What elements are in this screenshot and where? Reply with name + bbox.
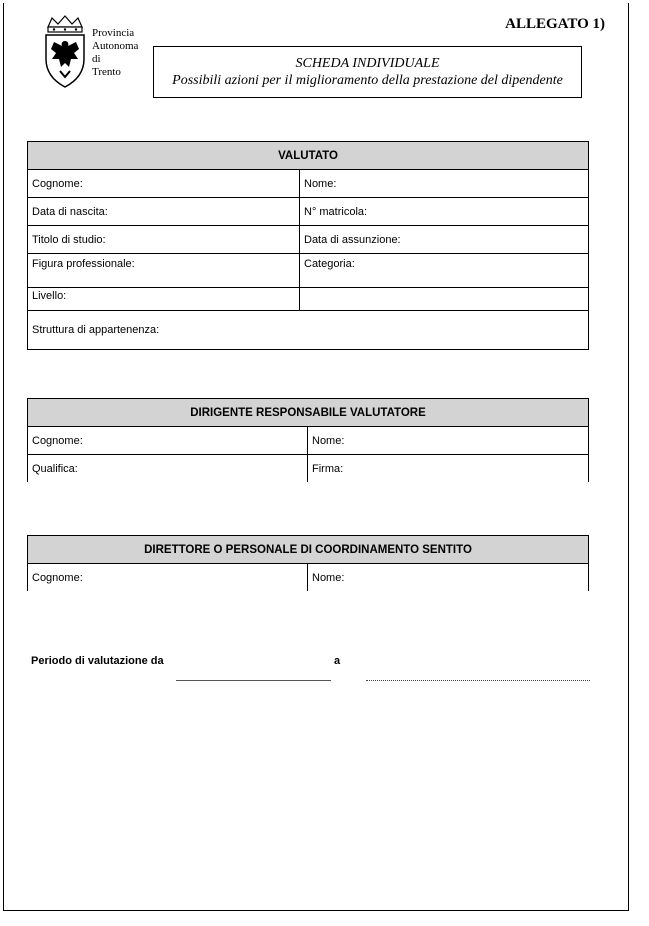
attachment-label: ALLEGATO 1) [505,16,605,32]
struttura-field[interactable]: Struttura di appartenenza: [28,311,589,350]
data-nascita-field[interactable]: Data di nascita: [28,198,300,226]
document-title: SCHEDA INDIVIDUALE [295,56,440,71]
periodo-a-input-line[interactable] [366,680,590,681]
periodo-da-input-line[interactable] [176,680,331,681]
valutato-table [27,141,589,350]
direttore-table [27,535,589,591]
direttore-heading: DIRETTORE O PERSONALE DI COORDINAMENTO SENTITO [28,536,589,564]
livello-field[interactable]: Livello: [28,288,300,311]
data-assunzione-field[interactable]: Data di assunzione: [300,226,589,254]
direttore-cognome-field[interactable]: Cognome: [28,564,308,592]
categoria-field[interactable]: Categoria: [300,254,589,288]
valutato-heading: VALUTATO [28,142,589,170]
empty-cell [300,288,589,311]
valutato-nome-field[interactable]: Nome: [300,170,589,198]
qualifica-field[interactable]: Qualifica: [28,455,308,483]
figura-professionale-field[interactable]: Figura professionale: [28,254,300,288]
dirigente-cognome-field[interactable]: Cognome: [28,427,308,455]
organization-name: Provincia Autonoma di Trento [92,27,139,78]
dirigente-table [27,398,589,482]
title-box [153,46,582,98]
dirigente-nome-field[interactable]: Nome: [308,427,589,455]
periodo-label: Periodo di valutazione da [31,655,164,667]
valutato-cognome-field[interactable]: Cognome: [28,170,300,198]
direttore-nome-field[interactable]: Nome: [308,564,589,592]
titolo-studio-field[interactable]: Titolo di studio: [28,226,300,254]
document-subtitle: Possibili azioni per il miglioramento della prestazione del dipendente [172,73,563,88]
matricola-field[interactable]: N° matricola: [300,198,589,226]
coat-of-arms-icon [42,15,88,89]
dirigente-heading: DIRIGENTE RESPONSABILE VALUTATORE [28,399,589,427]
firma-field[interactable]: Firma: [308,455,589,483]
periodo-a-label: a [334,655,341,667]
